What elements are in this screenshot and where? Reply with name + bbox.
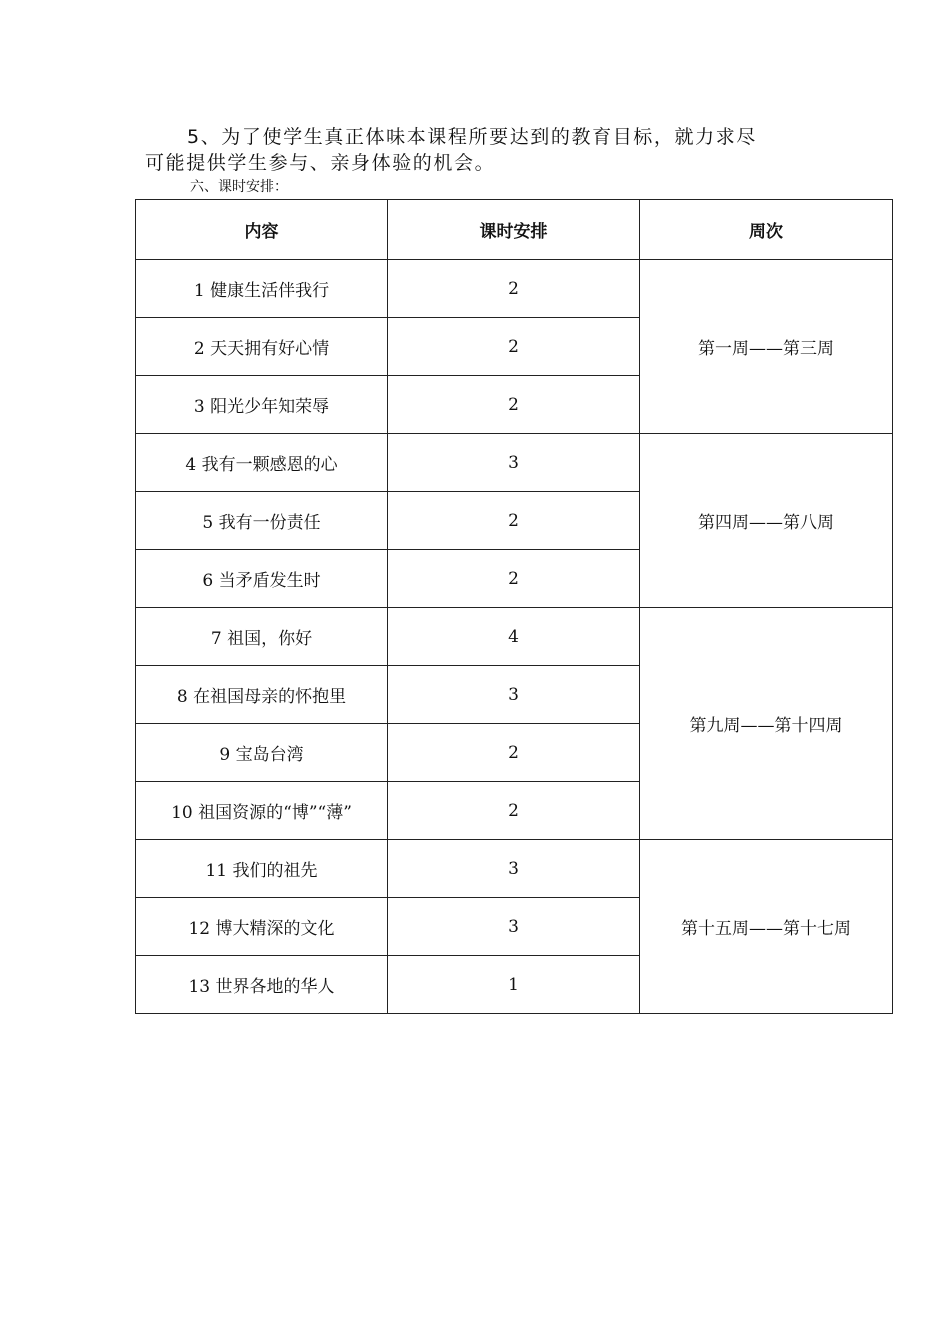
schedule-table — [135, 199, 893, 1014]
cell-hours: 3 — [388, 840, 640, 898]
cell-content: 1 健康生活伴我行 — [136, 260, 388, 318]
cell-content: 5 我有一份责任 — [136, 492, 388, 550]
cell-hours: 2 — [388, 260, 640, 318]
cell-content: 11 我们的祖先 — [136, 840, 388, 898]
cell-week-group: 第四周——第八周 — [640, 434, 893, 608]
cell-content: 12 博大精深的文化 — [136, 898, 388, 956]
cell-hours: 3 — [388, 898, 640, 956]
cell-hours: 2 — [388, 724, 640, 782]
cell-hours: 4 — [388, 608, 640, 666]
cell-content: 3 阳光少年知荣辱 — [136, 376, 388, 434]
header-content: 内容 — [136, 200, 388, 260]
cell-hours: 2 — [388, 376, 640, 434]
table-row — [136, 434, 893, 492]
cell-content: 9 宝岛台湾 — [136, 724, 388, 782]
cell-content: 10 祖国资源的“博”“薄” — [136, 782, 388, 840]
cell-hours: 2 — [388, 492, 640, 550]
cell-hours: 1 — [388, 956, 640, 1014]
table-row — [136, 608, 893, 666]
cell-week-group: 第九周——第十四周 — [640, 608, 893, 840]
cell-content: 7 祖国，你好 — [136, 608, 388, 666]
intro-paragraph — [145, 124, 825, 176]
cell-content: 8 在祖国母亲的怀抱里 — [136, 666, 388, 724]
cell-hours: 3 — [388, 666, 640, 724]
cell-hours: 2 — [388, 318, 640, 376]
table-header-row — [136, 200, 893, 260]
table-row — [136, 840, 893, 898]
section-heading: 六、课时安排： — [190, 179, 288, 195]
paragraph-line-2: 可能提供学生参与、亲身体验的机会。 — [145, 152, 496, 174]
cell-week-group: 第十五周——第十七周 — [640, 840, 893, 1014]
cell-week-group: 第一周——第三周 — [640, 260, 893, 434]
paragraph-line-1: 5、为了使学生真正体味本课程所要达到的教育目标，就力求尽 — [187, 126, 757, 148]
header-weeks: 周次 — [640, 200, 893, 260]
table-row — [136, 260, 893, 318]
header-hours: 课时安排 — [388, 200, 640, 260]
cell-content: 13 世界各地的华人 — [136, 956, 388, 1014]
cell-hours: 2 — [388, 782, 640, 840]
cell-content: 6 当矛盾发生时 — [136, 550, 388, 608]
cell-content: 4 我有一颗感恩的心 — [136, 434, 388, 492]
cell-hours: 2 — [388, 550, 640, 608]
cell-hours: 3 — [388, 434, 640, 492]
cell-content: 2 天天拥有好心情 — [136, 318, 388, 376]
